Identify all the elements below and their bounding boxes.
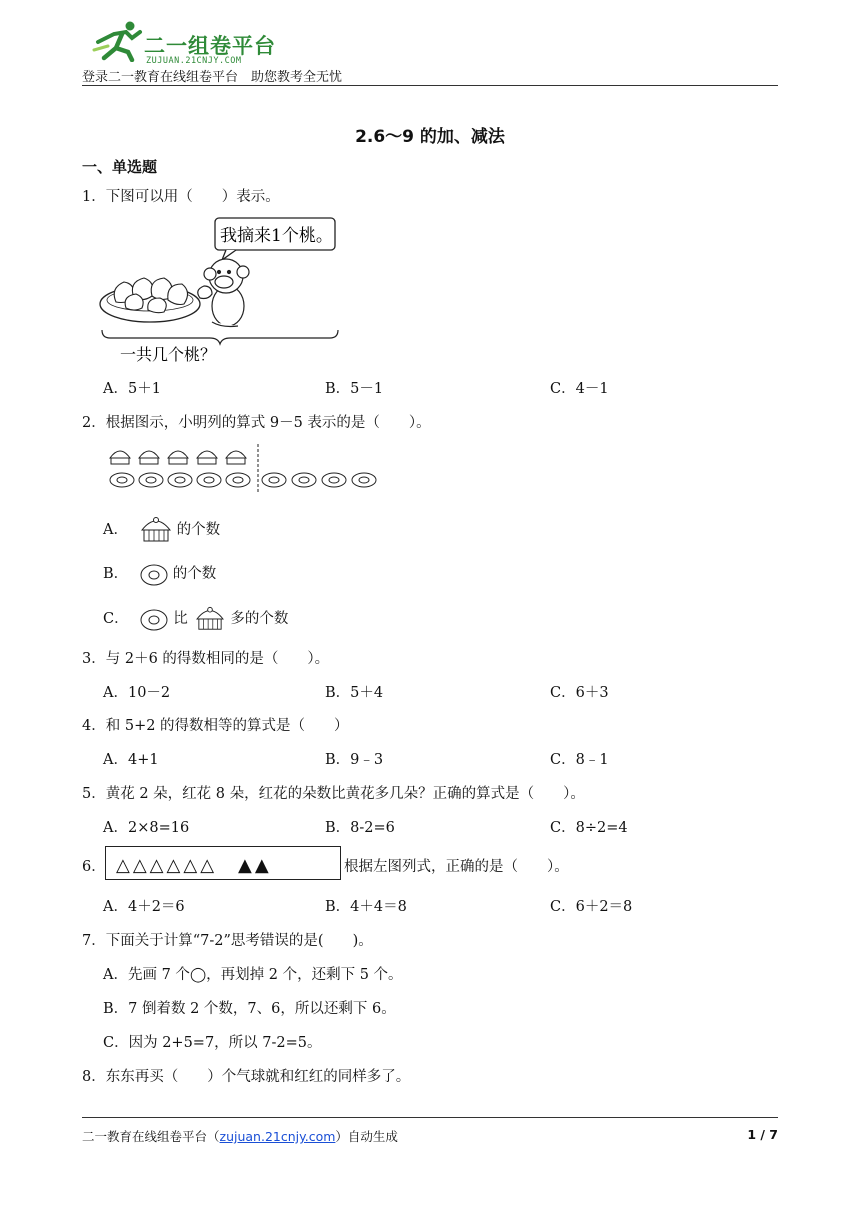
question-4: 4．和 5+2 的得数相等的算式是（ ） xyxy=(82,718,349,734)
q4-option-c[interactable]: C．8﹣1 xyxy=(550,752,609,768)
q7-option-b[interactable]: B．7 倒着数 2 个数，7、6，所以还剩下 6。 xyxy=(103,1001,396,1017)
donut-icon xyxy=(262,473,286,487)
question-1-figure xyxy=(98,214,343,366)
donut-icon xyxy=(292,473,316,487)
question-8: 8．东东再买（ ）个气球就和红红的同样多了。 xyxy=(82,1069,411,1085)
section-title: 一、单选题 xyxy=(82,158,158,176)
q7-option-c[interactable]: C．因为 2+5=7，所以 7-2=5。 xyxy=(103,1035,322,1051)
question-7: 7．下面关于计算“7-2”思考错误的是( )。 xyxy=(82,933,373,949)
q3-option-b[interactable]: B．5＋4 xyxy=(325,685,384,701)
page-number: 1 / 7 xyxy=(747,1127,778,1142)
q1-option-a[interactable]: A．5＋1 xyxy=(103,381,161,397)
question-1 xyxy=(82,185,280,206)
triangle-figure xyxy=(105,846,341,880)
q5-option-b[interactable]: B．8-2=6 xyxy=(325,820,395,836)
logo-url: ZUJUAN.21CNJY.COM xyxy=(146,56,242,66)
question-2 xyxy=(82,411,431,432)
q5-option-a[interactable]: A．2×8=16 xyxy=(103,820,190,836)
header xyxy=(82,18,778,88)
q3-option-a[interactable]: A．10－2 xyxy=(103,685,171,701)
logo-text: 二一组卷平台 xyxy=(144,34,276,58)
question-5: 5．黄花 2 朵，红花 8 朵，红花的朵数比黄花多几朵？正确的算式是（ ）。 xyxy=(82,786,585,802)
q2-option-a[interactable]: A． 的个数 xyxy=(103,516,220,544)
donut-icon xyxy=(352,473,376,487)
q6-option-a[interactable]: A．4＋2＝6 xyxy=(103,899,185,915)
q2-option-b[interactable]: B． 的个数 xyxy=(103,561,216,587)
header-divider xyxy=(82,85,778,86)
footer-source: 二一教育在线组卷平台（zujuan.21cnjy.com）自动生成 xyxy=(82,1129,398,1144)
q4-option-b[interactable]: B．9﹣3 xyxy=(325,752,384,768)
cake-icon xyxy=(139,451,159,464)
question-text: 根据图示，小明列的算式 9－5 表示的是（ ）。 xyxy=(105,415,431,431)
q1-option-b[interactable]: B．5－1 xyxy=(325,381,384,397)
cake-icon xyxy=(168,451,188,464)
cake-icon xyxy=(194,606,226,632)
question-number: 2． xyxy=(82,415,106,431)
header-slogan: 登录二一教育在线组卷平台 助您教考全无忧 xyxy=(82,70,343,85)
cake-icon xyxy=(110,451,130,464)
question-6-number: 6． xyxy=(82,859,106,875)
donut-icon xyxy=(226,473,250,487)
q6-option-c[interactable]: C．6＋2＝8 xyxy=(550,899,633,915)
triangle-shapes: △△△△△△ ▲▲ xyxy=(116,855,272,876)
page-title: 2.6～9 的加、减法 xyxy=(355,127,505,147)
q3-option-c[interactable]: C．6＋3 xyxy=(550,685,609,701)
donut-icon xyxy=(168,473,192,487)
cake-icon xyxy=(139,516,173,544)
speech-bubble-text: 我摘来1个桃。 xyxy=(220,226,333,246)
question-number: 1． xyxy=(82,189,106,205)
q6-option-b[interactable]: B．4＋4＝8 xyxy=(325,899,407,915)
donut-icon xyxy=(197,473,221,487)
question-6-text: 根据左图列式，正确的是（ ）。 xyxy=(344,859,569,875)
question-text: 下图可以用（ ）表示。 xyxy=(105,189,280,205)
footer-link[interactable]: zujuan.21cnjy.com xyxy=(219,1129,336,1144)
donut-icon xyxy=(110,473,134,487)
question-3: 3．与 2＋6 的得数相同的是（ ）。 xyxy=(82,651,330,667)
footer-divider xyxy=(82,1117,778,1118)
q2-option-c[interactable]: C． 比 多的个数 xyxy=(103,606,288,632)
question-2-figure xyxy=(106,442,386,494)
donut-icon xyxy=(322,473,346,487)
cake-icon xyxy=(197,451,217,464)
q5-option-c[interactable]: C．8÷2=4 xyxy=(550,820,628,836)
q7-option-a[interactable]: A．先画 7 个◯，再划掉 2 个，还剩下 5 个。 xyxy=(103,967,403,983)
q1-option-c[interactable]: C．4－1 xyxy=(550,381,609,397)
donut-icon xyxy=(139,606,169,632)
cake-icon xyxy=(226,451,246,464)
logo-runner-icon xyxy=(92,20,144,62)
figure-caption: 一共几个桃？ xyxy=(120,345,217,364)
q4-option-a[interactable]: A．4+1 xyxy=(103,752,159,768)
donut-icon xyxy=(139,561,169,587)
donut-icon xyxy=(139,473,163,487)
